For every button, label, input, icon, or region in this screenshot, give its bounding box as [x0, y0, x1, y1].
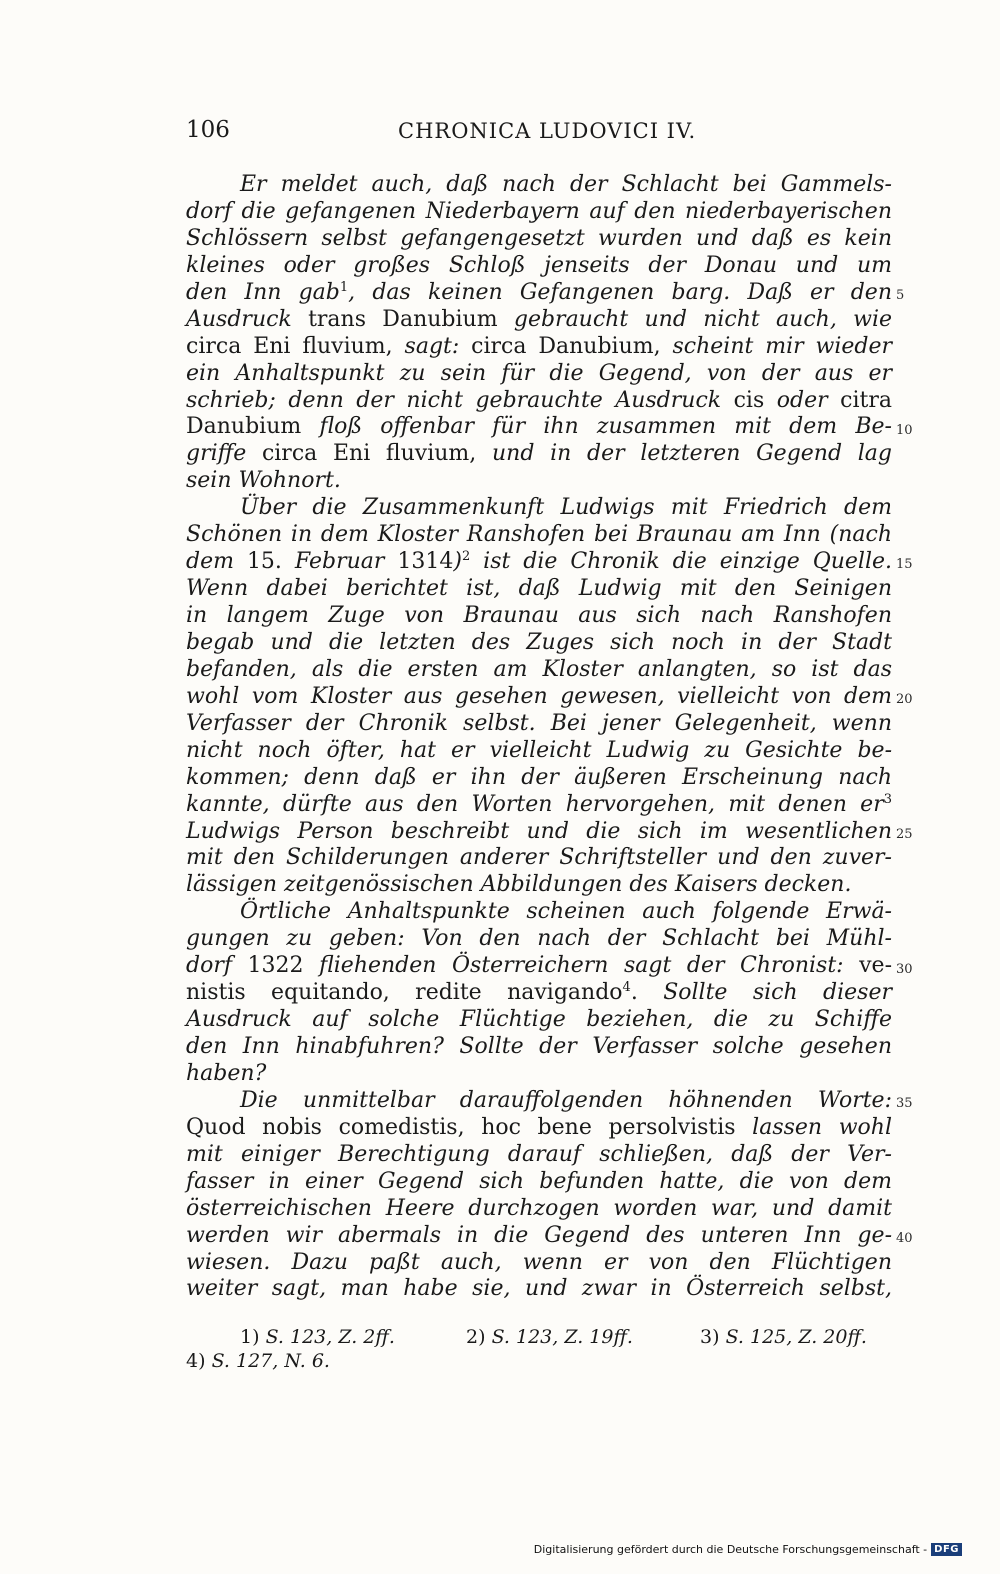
text-segment: Ausdruck auf solche Flüchtige beziehen, die zu Schiffe	[186, 1007, 892, 1033]
text-segment: den Inn hinabfuhren? Sollte der Verfasser solche gesehen	[186, 1034, 892, 1059]
text-line	[186, 1276, 892, 1303]
text-segment: weiter sagt, man habe sie, und zwar in Österreich selbst,	[186, 1276, 892, 1302]
text-line	[186, 522, 892, 549]
text-segment: Die unmittelbar darauffolgenden höhnenden Worte:	[240, 1087, 892, 1113]
line-number: 40	[896, 1231, 913, 1247]
text-line	[186, 1169, 892, 1196]
text-line	[186, 792, 892, 819]
text-segment: dem	[186, 549, 247, 575]
text-segment: griffe	[186, 441, 262, 467]
text-segment: fasser in einer Gegend sich befunden hatte, die von dem	[186, 1168, 892, 1194]
text-segment: schrieb; denn der nicht gebrauchte Ausdruck	[186, 387, 734, 413]
latin-quote: circa Danubium,	[471, 333, 661, 359]
text-line	[186, 361, 892, 388]
text-segment: den Inn gab	[186, 279, 340, 305]
text-segment: werden wir abermals in die Gegend des unteren Inn ge-	[186, 1222, 892, 1248]
text-segment: Verfasser der Chronik selbst. Bei jener Gelegenheit, wenn	[186, 710, 892, 736]
text-segment: österreichischen Heere durchzogen worden war, und damit	[186, 1195, 892, 1221]
text-line	[186, 1007, 892, 1034]
text-segment: mit einiger Berechtigung darauf schließen, daß der Ver-	[186, 1141, 892, 1167]
text-segment: sein Wohnort.	[186, 468, 341, 494]
footnote-1: 1) S. 123, Z. 2ff.	[240, 1326, 395, 1348]
text-line	[186, 468, 892, 495]
text-segment: Über die Zusammenkunft Ludwigs mit Friedrich dem	[240, 495, 892, 521]
line-number: 15	[896, 557, 913, 573]
text-segment: Ludwigs Person beschreibt und die sich im wesentlichen	[186, 818, 892, 844]
text-segment: ist die Chronik die einzige Quelle.	[470, 549, 892, 575]
text-line	[186, 630, 892, 657]
text-segment: Februar	[281, 549, 398, 575]
text-line	[186, 1142, 892, 1169]
text-segment: Er meldet auch, daß nach der Schlacht bei Gammels-	[240, 172, 892, 197]
text-line	[186, 899, 892, 926]
text-line	[186, 1088, 892, 1115]
text-line	[186, 576, 892, 603]
line-number: 30	[896, 961, 913, 977]
latin-quote: 1322	[247, 953, 304, 979]
footnote-row	[186, 1325, 886, 1349]
line-number: 35	[896, 1096, 913, 1112]
text-segment: kommen; denn daß er ihn der äußeren Erscheinung nach	[186, 764, 892, 790]
footnote-3: 3) S. 125, Z. 20ff.	[700, 1326, 867, 1348]
text-line	[186, 1034, 892, 1061]
digitization-credit	[534, 1543, 962, 1556]
text-line	[186, 819, 892, 846]
text-segment: floß offenbar für ihn zusammen mit dem Be-	[301, 414, 892, 440]
text-segment: lässigen zeitgenössischen Abbildungen des Kaisers decken.	[186, 872, 852, 898]
body-text	[186, 172, 892, 1303]
text-line	[186, 1115, 892, 1142]
text-line	[186, 926, 892, 953]
latin-quote: Danubium	[186, 414, 302, 440]
footnotes	[186, 1325, 886, 1373]
text-segment: scheint mir wieder	[660, 333, 893, 359]
text-segment: in langem Zuge von Braunau aus sich nach Ranshofen	[186, 603, 892, 628]
text-line	[186, 953, 892, 980]
text-line	[186, 684, 892, 711]
latin-quote: 1314	[397, 549, 454, 575]
text-line	[186, 980, 892, 1007]
dfg-logo: DFG	[931, 1543, 962, 1556]
text-segment: Ausdruck	[186, 306, 309, 332]
line-number: 20	[896, 692, 913, 708]
text-segment: , das keinen Gefangenen barg. Daß er den	[348, 279, 892, 305]
text-line	[186, 845, 892, 872]
text-line	[186, 495, 892, 522]
text-line	[186, 441, 892, 468]
footnote-marker: 4	[622, 980, 631, 996]
text-segment: ein Anhaltspunkt zu sein für die Gegend, von der aus er	[186, 360, 892, 386]
text-line	[186, 280, 892, 307]
text-segment: sagt:	[392, 333, 472, 359]
text-segment: befanden, als die ersten am Kloster anlangten, so ist das	[186, 656, 892, 682]
text-segment: wiesen. Dazu paßt auch, wenn er von den Flüchtigen	[186, 1249, 892, 1275]
text-line	[186, 1061, 892, 1088]
latin-quote: trans Danubium	[308, 306, 498, 332]
text-line	[186, 1196, 892, 1223]
text-segment: Örtliche Anhaltspunkte scheinen auch folgende Erwä-	[240, 899, 892, 925]
latin-quote: .	[630, 980, 638, 1006]
text-segment: haben?	[186, 1060, 267, 1086]
latin-quote: nistis equitando, redite navigando	[186, 980, 623, 1006]
text-segment: dorf die gefangenen Niederbayern auf den niederbayerischen	[186, 198, 892, 224]
latin-quote: circa Eni fluvium,	[186, 333, 393, 359]
text-segment: kannte, dürfte aus den Worten hervorgehen, mit denen er	[186, 791, 884, 817]
text-line	[186, 657, 892, 684]
text-line	[186, 603, 892, 630]
text-segment: gungen zu geben: Von den nach der Schlacht bei Mühl-	[186, 926, 892, 952]
page-number: 106	[186, 117, 230, 143]
text-segment: dorf	[186, 953, 248, 979]
footnote-row	[186, 1349, 886, 1373]
text-segment: Schönen in dem Kloster Ranshofen bei Braunau am Inn (nach	[186, 522, 892, 548]
text-segment: Sollte sich dieser	[637, 980, 892, 1006]
running-title: CHRONICA LUDOVICI IV.	[398, 119, 697, 143]
latin-quote: 15.	[246, 549, 282, 575]
text-line	[186, 226, 892, 253]
text-segment: Wenn dabei berichtet ist, daß Ludwig mit den Seinigen	[186, 576, 892, 602]
text-line	[186, 1223, 892, 1250]
line-number: 10	[896, 422, 913, 438]
text-segment: kleines oder großes Schloß jenseits der Donau und um	[186, 252, 892, 278]
text-segment: begab und die letzten des Zuges sich noch in der Stadt	[186, 629, 892, 655]
latin-quote: ve-	[859, 953, 893, 979]
text-segment: nicht noch öfter, hat er vielleicht Ludwig zu Gesichte be-	[186, 737, 892, 763]
text-segment: gebraucht und nicht auch, wie	[497, 306, 892, 332]
text-line	[186, 549, 892, 576]
text-line	[186, 738, 892, 765]
line-number: 5	[896, 287, 905, 303]
footnote-4: 4) S. 127, N. 6.	[186, 1350, 330, 1372]
latin-quote: citra	[840, 387, 892, 413]
footnote-marker: 1	[339, 279, 349, 295]
text-segment: )	[453, 549, 462, 575]
text-line	[186, 1250, 892, 1277]
latin-quote: Quod nobis comedistis, hoc bene persolvistis	[186, 1114, 736, 1140]
text-line	[186, 711, 892, 738]
text-line	[186, 334, 892, 361]
footnote-marker: 2	[461, 549, 471, 565]
text-line	[186, 199, 892, 226]
text-segment: wohl vom Kloster aus gesehen gewesen, vielleicht von dem	[186, 683, 892, 709]
text-segment: lassen wohl	[735, 1114, 892, 1140]
text-line	[186, 414, 892, 441]
latin-quote: cis	[733, 387, 765, 413]
line-number: 25	[896, 826, 913, 842]
footnote-marker: 3	[883, 791, 892, 807]
text-segment: fliehenden Österreichern sagt der Chronist:	[303, 953, 860, 979]
text-line	[186, 307, 892, 334]
text-segment: und in der letzteren Gegend lag	[476, 441, 892, 467]
text-segment: mit den Schilderungen anderer Schriftsteller und den zuver-	[186, 845, 892, 871]
text-line	[186, 765, 892, 792]
latin-quote: circa Eni fluvium,	[261, 441, 477, 467]
text-line	[186, 872, 892, 899]
text-segment: Schlössern selbst gefangengesetzt wurden und daß es kein	[186, 225, 892, 251]
text-segment: oder	[764, 387, 841, 413]
footnote-2: 2) S. 123, Z. 19ff.	[466, 1326, 633, 1348]
text-line	[186, 253, 892, 280]
text-line	[186, 172, 892, 199]
credit-text: Digitalisierung gefördert durch die Deutsche Forschungsgemeinschaft -	[533, 1543, 928, 1556]
text-line	[186, 388, 892, 415]
page-header	[186, 117, 886, 149]
